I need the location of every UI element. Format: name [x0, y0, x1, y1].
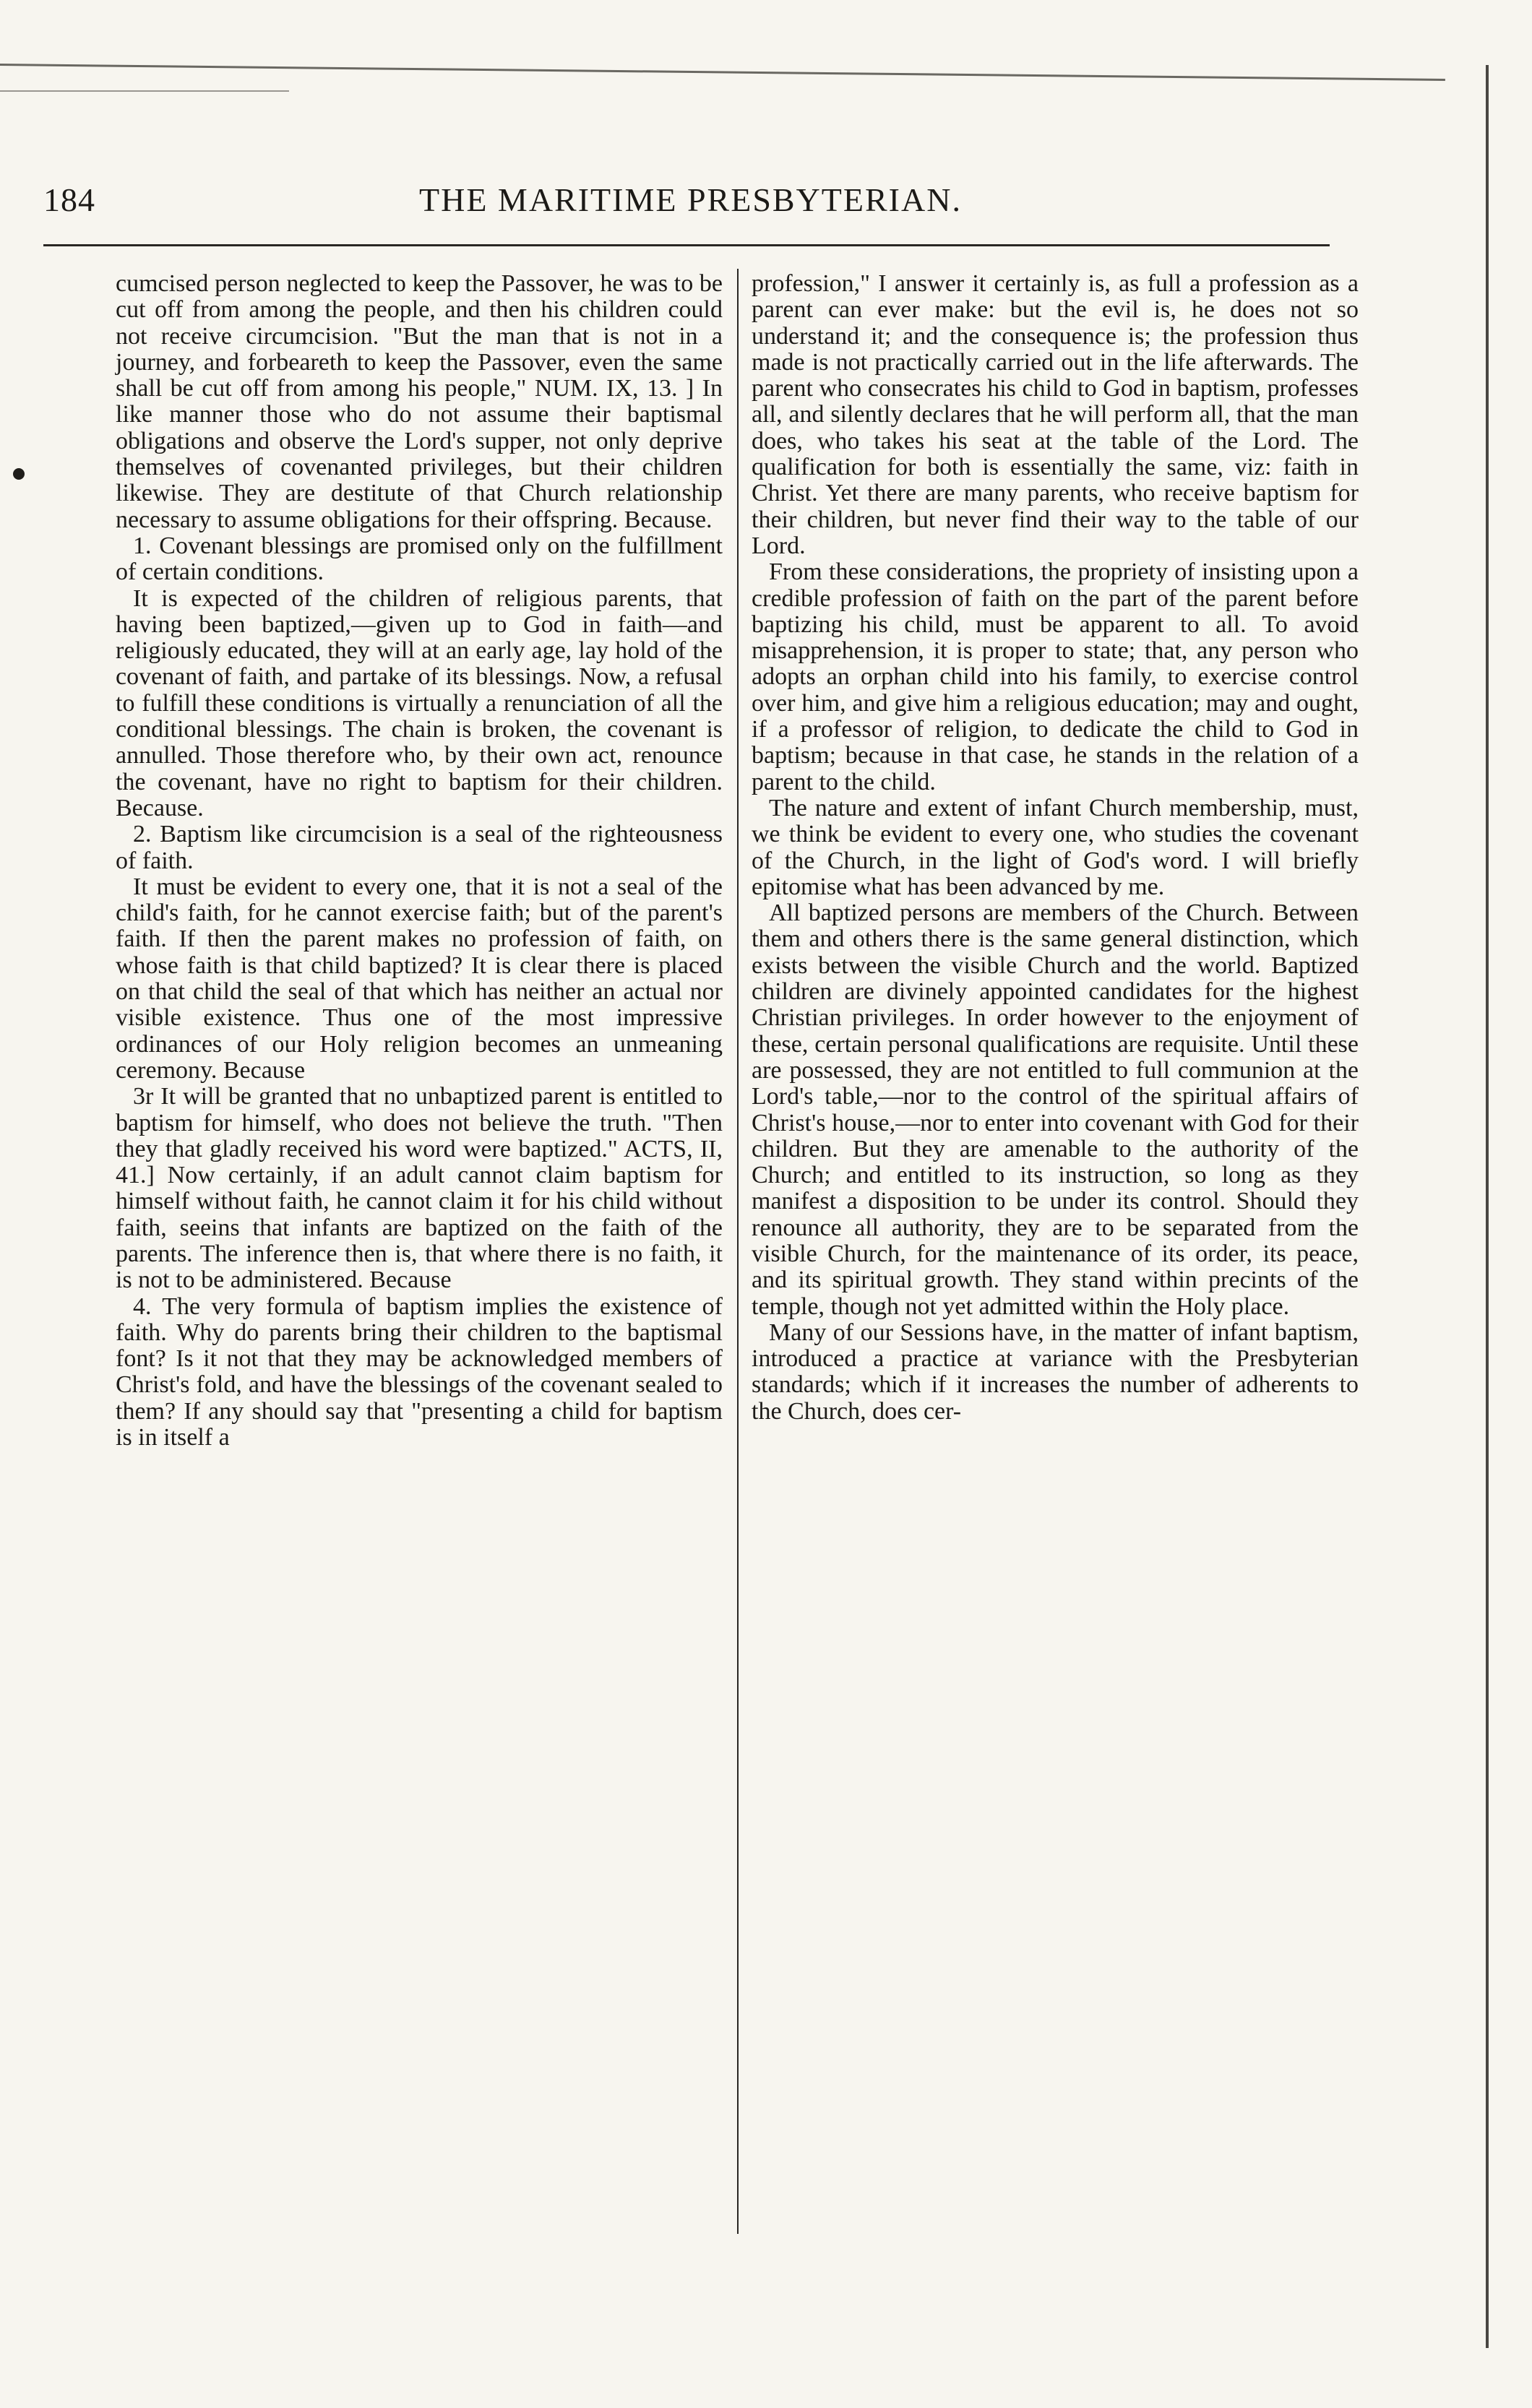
- page-header: [43, 181, 1330, 231]
- paragraph: From these considerations, the propriety of insisting upon a credible profession of faith on the part of the parent before baptizing his child, must be apparent to all. To avoid misapprehension, it is proper to state; that, any person who adopts an orphan child into his family, to exercise control over him, and give him a religious education; may and ought, if a professor of religion, to dedicate the child to God in baptism; because in that case, he stands in the relation of a parent to the child.: [752, 558, 1359, 795]
- paragraph: cumcised person neglected to keep the Passover, he was to be cut off from among the people, and then his children could not receive circumcision. "But the man that is not in a journey, and forbeareth to keep the Passover, even the same shall be cut off from among his people," NUM. IX, 13. ] In like manner those who do not assume their baptismal obligations and observe the Lord's supper, not only deprive themselves of covenanted privileges, but their children likewise. They are destitute of that Church relationship necessary to assume obligations for their offspring. Because.: [116, 270, 723, 533]
- page-right-edge: [1486, 65, 1489, 2348]
- paragraph: All baptized persons are members of the Church. Between them and others there is the same general distinction, which exists between the visible Church and the world. Baptized children are divinely appointed candidates for the highest Christian privileges. In order however to the enjoyment of these, certain personal qualifications are requisite. Until these are possessed, they are not entitled to full communion at the Lord's table,—nor to the control of the spiritual affairs of Christ's house,—nor to enter into covenant with God for their children. But they are amenable to the authority of the Church; and entitled to its instruction, so long as they manifest a disposition to be under its control. Should they renounce all authority, they are to be separated from the visible Church, for the maintenance of its order, its peace, and its spiritual growth. They stand within precints of the temple, though not yet admitted within the Holy place.: [752, 899, 1359, 1320]
- ink-speck: [13, 468, 25, 480]
- scan-edge-line-short: [0, 90, 289, 92]
- paragraph: It must be evident to every one, that it is not a seal of the child's faith, for he cannot exercise faith; but of the parent's faith. If then the parent makes no profession of faith, on whose faith is that child baptized? It is clear there is placed on that child the seal of that which has neither an actual nor visible existence. Thus one of the most impressive ordinances of our Holy religion becomes an unmeaning ceremony. Because: [116, 873, 723, 1084]
- header-rule: [43, 244, 1330, 246]
- paragraph: It is expected of the children of religious parents, that having been baptized,—given up to God in faith—and religiously educated, they will at an early age, lay hold of the covenant of faith, and partake of its blessings. Now, a refusal to fulfill these conditions is virtually a renunciation of all the conditional blessings. The chain is broken, the covenant is annulled. Those therefore who, by their own act, renounce the covenant, have no right to baptism for their children. Because.: [116, 584, 723, 821]
- paragraph: 2. Baptism like circumcision is a seal of the righteousness of faith.: [116, 821, 723, 874]
- paragraph: 4. The very formula of baptism implies the existence of faith. Why do parents bring their children to the baptismal font? Is it not that they may be acknowledged members of Christ's fold, and have the blessings of the covenant sealed to them? If any should say that "presenting a child for baptism is in itself a: [116, 1293, 723, 1451]
- page-number: 184: [43, 181, 95, 218]
- paragraph: profession," I answer it certainly is, as full a profession as a parent can ever make: but the evil is, he does not so understand it; and the consequence is; the profession thus made is not practically carried out in the life afterwards. The parent who consecrates his child to God in baptism, professes all, and silently declares that he will perform all, that the man does, who takes his seat at the table of the Lord. The qualification for both is essentially the same, viz: faith in Christ. Yet there are many parents, who receive baptism for their children, but never find their way to the table of our Lord.: [752, 270, 1359, 559]
- paragraph: 1. Covenant blessings are promised only on the fulfillment of certain conditions.: [116, 532, 723, 586]
- column-divider: [737, 269, 739, 2234]
- paragraph: Many of our Sessions have, in the matter of infant baptism, introduced a practice at variance with the Presbyterian standards; which if it increases the number of adherents to the Church, does cer-: [752, 1319, 1359, 1425]
- paragraph: The nature and extent of infant Church membership, must, we think be evident to every one, who studies the covenant of the Church, in the light of God's word. I will briefly epitomise what has been advanced by me.: [752, 794, 1359, 900]
- right-column: [752, 271, 1359, 1425]
- scan-edge-line: [0, 64, 1445, 81]
- paragraph: 3r It will be granted that no unbaptized parent is entitled to baptism for himself, who does not believe the truth. "Then they that gladly received his word were baptized." ACTS, II, 41.] Now certainly, if an adult cannot claim baptism for himself without faith, he cannot claim it for his child without faith, seeins that infants are baptized on the faith of the parents. The inference then is, that where there is no faith, it is not to be administered. Because: [116, 1083, 723, 1294]
- running-title: THE MARITIME PRESBYTERIAN.: [419, 181, 962, 218]
- left-column: [116, 271, 723, 1451]
